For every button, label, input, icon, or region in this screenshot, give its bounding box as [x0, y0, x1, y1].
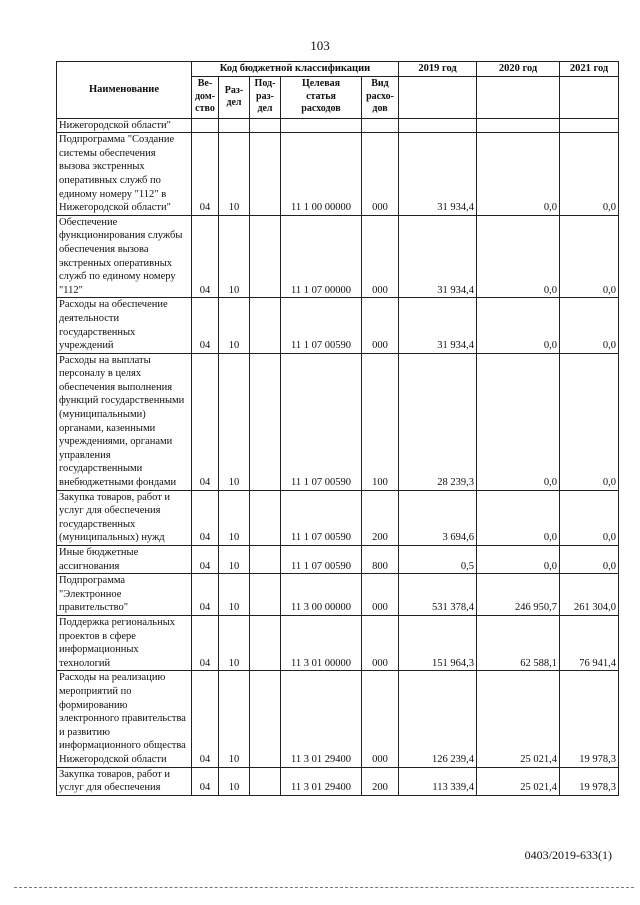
table-row: [57, 118, 619, 133]
row-vid: 000: [362, 574, 399, 616]
row-celevaya: 11 1 07 00590: [281, 490, 362, 545]
row-podrazdel: [250, 118, 281, 133]
row-razdel: 10: [219, 353, 250, 490]
header-2020: 2020 год: [477, 62, 560, 77]
row-celevaya: 11 3 01 00000: [281, 615, 362, 670]
row-2019: [399, 118, 477, 133]
row-2020: 0,0: [477, 546, 560, 574]
row-name: Подпрограмма "Создание системы обеспечения вызова экстренных оперативных служб по единому номеру "112" в Нижегородской области": [57, 133, 192, 216]
row-vid: 200: [362, 767, 399, 795]
header-2019: 2019 год: [399, 62, 477, 77]
row-ved: 04: [192, 615, 219, 670]
row-2021: 0,0: [560, 215, 619, 298]
row-razdel: 10: [219, 615, 250, 670]
header-2019-blank: [399, 76, 477, 118]
budget-table: [56, 61, 619, 796]
row-2019: 0,5: [399, 546, 477, 574]
row-2020: 25 021,4: [477, 767, 560, 795]
row-2020: 0,0: [477, 298, 560, 353]
row-ved: 04: [192, 546, 219, 574]
row-vid: 000: [362, 671, 399, 767]
row-2020: 0,0: [477, 353, 560, 490]
row-razdel: 10: [219, 546, 250, 574]
row-celevaya: 11 1 07 00590: [281, 353, 362, 490]
row-celevaya: 11 3 01 29400: [281, 671, 362, 767]
row-podrazdel: [250, 546, 281, 574]
row-ved: 04: [192, 574, 219, 616]
header-vid-rashodov: Вид расхо- дов: [362, 76, 399, 118]
row-razdel: 10: [219, 298, 250, 353]
header-podrazdel: Под- раз- дел: [250, 76, 281, 118]
row-celevaya: 11 1 07 00000: [281, 215, 362, 298]
row-podrazdel: [250, 615, 281, 670]
row-razdel: 10: [219, 490, 250, 545]
row-2019: 531 378,4: [399, 574, 477, 616]
row-vid: 200: [362, 490, 399, 545]
row-ved: 04: [192, 298, 219, 353]
header-2021-blank: [560, 76, 619, 118]
row-2021: 76 941,4: [560, 615, 619, 670]
row-ved: 04: [192, 353, 219, 490]
table-row: [57, 574, 619, 616]
row-vid: 100: [362, 353, 399, 490]
row-2019: 28 239,3: [399, 353, 477, 490]
row-2019: 31 934,4: [399, 215, 477, 298]
row-celevaya: 11 3 01 29400: [281, 767, 362, 795]
document-code: 0403/2019-633(1): [524, 848, 612, 862]
row-razdel: 10: [219, 574, 250, 616]
row-celevaya: 11 3 00 00000: [281, 574, 362, 616]
row-name: Закупка товаров, работ и услуг для обеспечения: [57, 767, 192, 795]
table-row: [57, 215, 619, 298]
row-celevaya: 11 1 00 00000: [281, 133, 362, 216]
table-row: [57, 615, 619, 670]
row-celevaya: 11 1 07 00590: [281, 298, 362, 353]
row-2019: 3 694,6: [399, 490, 477, 545]
row-vid: 000: [362, 215, 399, 298]
row-vid: 000: [362, 133, 399, 216]
row-2019: 151 964,3: [399, 615, 477, 670]
row-name: Поддержка региональных проектов в сфере информационных технологий: [57, 615, 192, 670]
row-razdel: 10: [219, 767, 250, 795]
row-celevaya: 11 1 07 00590: [281, 546, 362, 574]
row-2020: 62 588,1: [477, 615, 560, 670]
row-2020: 25 021,4: [477, 671, 560, 767]
row-razdel: 10: [219, 133, 250, 216]
header-vedomstvo: Ве- дом- ство: [192, 76, 219, 118]
row-vid: 000: [362, 615, 399, 670]
row-ved: 04: [192, 671, 219, 767]
header-code-group: Код бюджетной классификации: [192, 62, 399, 77]
table-row: [57, 353, 619, 490]
row-podrazdel: [250, 490, 281, 545]
row-name: Расходы на обеспечение деятельности государственных учреждений: [57, 298, 192, 353]
row-2021: 0,0: [560, 133, 619, 216]
row-ved: 04: [192, 490, 219, 545]
row-2021: 19 978,3: [560, 767, 619, 795]
row-vid: 000: [362, 298, 399, 353]
header-2020-blank: [477, 76, 560, 118]
row-podrazdel: [250, 298, 281, 353]
footer-dashed-rule: [14, 887, 634, 888]
table-row: [57, 767, 619, 795]
row-2020: 246 950,7: [477, 574, 560, 616]
header-celevaya-statya: Целевая статья расходов: [281, 76, 362, 118]
header-name: Наименование: [57, 62, 192, 119]
table-row: [57, 133, 619, 216]
row-name: Расходы на выплаты персоналу в целях обеспечения выполнения функций государственными (муниципальными) органами, казенными учреждениями, органами управления государственными внебюджетными фондами: [57, 353, 192, 490]
row-2019: 31 934,4: [399, 133, 477, 216]
page-number: 103: [310, 38, 330, 53]
row-2019: 113 339,4: [399, 767, 477, 795]
row-name: Нижегородской области": [57, 118, 192, 133]
row-podrazdel: [250, 574, 281, 616]
row-2021: 261 304,0: [560, 574, 619, 616]
row-ved: 04: [192, 133, 219, 216]
table-row: [57, 671, 619, 767]
row-razdel: 10: [219, 215, 250, 298]
header-razdel: Раз- дел: [219, 76, 250, 118]
row-2021: [560, 118, 619, 133]
row-vid: 800: [362, 546, 399, 574]
header-2021: 2021 год: [560, 62, 619, 77]
row-celevaya: [281, 118, 362, 133]
row-2020: 0,0: [477, 133, 560, 216]
row-podrazdel: [250, 133, 281, 216]
row-ved: [192, 118, 219, 133]
row-razdel: 10: [219, 671, 250, 767]
row-name: Иные бюджетные ассигнования: [57, 546, 192, 574]
row-name: Подпрограмма "Электронное правительство": [57, 574, 192, 616]
table-row: [57, 490, 619, 545]
row-razdel: [219, 118, 250, 133]
row-podrazdel: [250, 353, 281, 490]
row-podrazdel: [250, 215, 281, 298]
table-row: [57, 546, 619, 574]
row-ved: 04: [192, 767, 219, 795]
row-2020: 0,0: [477, 490, 560, 545]
row-2021: 19 978,3: [560, 671, 619, 767]
row-vid: [362, 118, 399, 133]
row-name: Расходы на реализацию мероприятий по формированию электронного правительства и развитию информационного общества Нижегородской области: [57, 671, 192, 767]
row-ved: 04: [192, 215, 219, 298]
row-podrazdel: [250, 767, 281, 795]
row-name: Закупка товаров, работ и услуг для обеспечения государственных (муниципальных) нужд: [57, 490, 192, 545]
row-podrazdel: [250, 671, 281, 767]
row-2019: 31 934,4: [399, 298, 477, 353]
row-2020: 0,0: [477, 215, 560, 298]
row-2020: [477, 118, 560, 133]
table-row: [57, 298, 619, 353]
row-2019: 126 239,4: [399, 671, 477, 767]
row-2021: 0,0: [560, 490, 619, 545]
row-2021: 0,0: [560, 546, 619, 574]
row-name: Обеспечение функционирования службы обеспечения вызова экстренных оперативных служб по единому номеру "112": [57, 215, 192, 298]
row-2021: 0,0: [560, 298, 619, 353]
row-2021: 0,0: [560, 353, 619, 490]
